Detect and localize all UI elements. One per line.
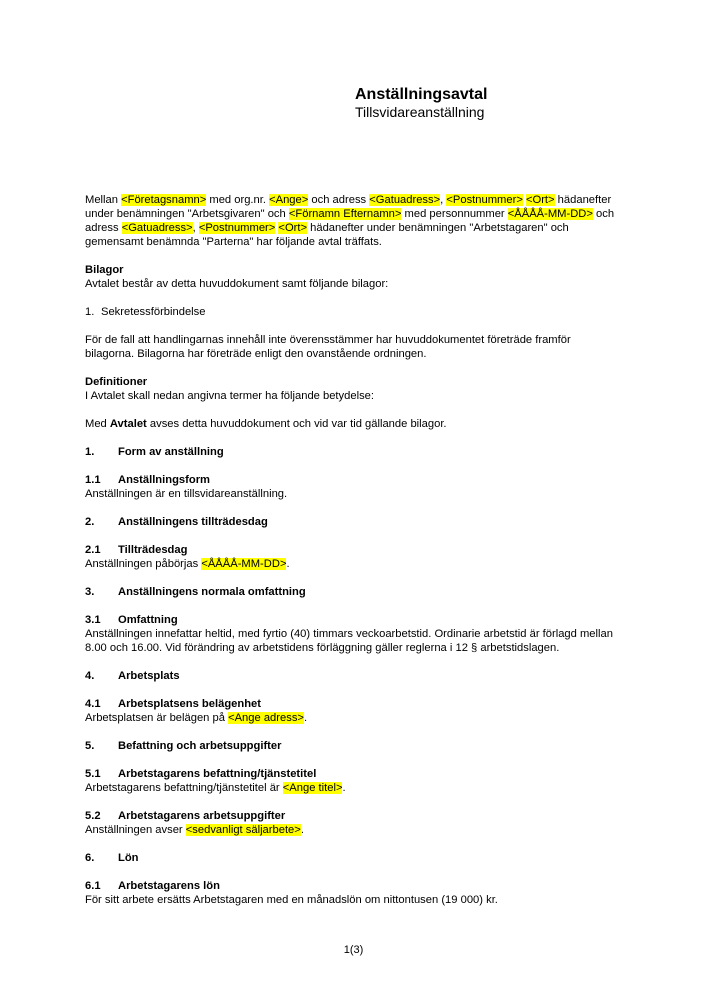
intro-paragraph xyxy=(85,193,615,249)
section-title: Befattning och arbetsuppgifter xyxy=(118,740,282,752)
placeholder-city-employer[interactable]: <Ort> xyxy=(525,194,555,206)
text: . xyxy=(342,782,346,794)
section-2-1-text xyxy=(85,557,615,571)
section-3-1-text: Anställningen innefattar heltid, med fyrtio (40) timmars veckoarbetstid. Ordinarie arbetstid är förlagd mellan 8.00 och 16.00. Vid förändring av arbetstidens förläggning gäller reglerna i 12 § arbetstidslagen. xyxy=(85,628,613,654)
document-subtitle: Tillsvidareanställning xyxy=(355,104,485,120)
section-5-1-heading xyxy=(85,767,615,781)
section-4-1-text xyxy=(85,711,615,725)
placeholder-zip-employer[interactable]: <Postnummer> xyxy=(446,194,523,206)
placeholder-company[interactable]: <Företagsnamn> xyxy=(121,194,207,206)
placeholder-start-date[interactable]: <ÅÅÅÅ-MM-DD> xyxy=(201,558,287,570)
section-6-1-text: För sitt arbete ersätts Arbetstagaren med en månadslön om nittontusen (19 000) kr. xyxy=(85,894,498,906)
section-title: Lön xyxy=(118,852,139,864)
section-2-heading xyxy=(85,515,615,529)
section-5-2-heading xyxy=(85,809,615,823)
document-body xyxy=(85,193,615,907)
section-6-1-heading xyxy=(85,879,615,893)
list-label: Sekretessförbindelse xyxy=(101,306,206,318)
section-3-heading xyxy=(85,585,615,599)
placeholder-city-employee[interactable]: <Ort> xyxy=(278,222,308,234)
placeholder-zip-employee[interactable]: <Postnummer> xyxy=(198,222,276,234)
section-number: 4. xyxy=(85,670,95,682)
text: avses detta huvuddokument och vid var tid gällande bilagor. xyxy=(146,418,447,430)
text: . xyxy=(303,712,308,724)
placeholder-job-duties[interactable]: <sedvanligt säljarbete> xyxy=(185,824,301,836)
section-number: 2. xyxy=(85,516,95,528)
section-5-heading xyxy=(85,739,615,753)
section-number: 3.1 xyxy=(85,614,101,626)
text: hädanefter under benämningen "Arbetsgivaren" och xyxy=(85,194,612,220)
section-number: 6. xyxy=(85,852,95,864)
section-4-1-heading xyxy=(85,697,615,711)
bilagor-heading: Bilagor xyxy=(85,264,124,276)
section-4-heading xyxy=(85,669,615,683)
section-number: 1. xyxy=(85,446,95,458)
text: , xyxy=(440,194,447,206)
section-title: Arbetsplats xyxy=(118,670,180,682)
bilagor-text: Avtalet består av detta huvuddokument samt följande bilagor: xyxy=(85,278,389,290)
section-3-1-heading xyxy=(85,613,615,627)
document-title: Anställningsavtal xyxy=(355,86,488,103)
section-5-1-text xyxy=(85,781,615,795)
placeholder-work-address[interactable]: <Ange adress> xyxy=(228,712,304,724)
section-5-2-text xyxy=(85,823,615,837)
section-title: Tillträdesdag xyxy=(118,544,188,556)
section-number: 5.1 xyxy=(85,768,101,780)
section-title: Arbetstagarens befattning/tjänstetitel xyxy=(118,768,317,780)
placeholder-personnummer[interactable]: <ÅÅÅÅ-MM-DD> xyxy=(507,208,593,220)
text: Mellan xyxy=(85,194,122,206)
section-title: Form av anställning xyxy=(118,446,224,458)
text: Arbetsplatsen är belägen på xyxy=(85,712,229,724)
section-title: Arbetsplatsens belägenhet xyxy=(118,698,261,710)
section-1-1-heading xyxy=(85,473,615,487)
section-2-1-heading xyxy=(85,543,615,557)
definitioner-heading: Definitioner xyxy=(85,376,148,388)
placeholder-job-title[interactable]: <Ange titel> xyxy=(282,782,343,794)
title-block xyxy=(355,86,487,121)
text: Anställningen avser xyxy=(85,824,186,836)
text: Med xyxy=(85,418,110,430)
section-number: 5. xyxy=(85,740,95,752)
section-number: 5.2 xyxy=(85,810,101,822)
placeholder-address-employer[interactable]: <Gatuadress> xyxy=(369,194,441,206)
placeholder-employee-name[interactable]: <Förnamn Efternamn> xyxy=(288,208,402,220)
section-1-1-text: Anställningen är en tillsvidareanställning. xyxy=(85,488,288,500)
text: . xyxy=(286,558,290,570)
section-number: 1.1 xyxy=(85,474,101,486)
bilagor-list-item xyxy=(85,305,615,319)
text: , xyxy=(192,222,199,234)
definitioner-text: I Avtalet skall nedan angivna termer ha följande betydelse: xyxy=(85,390,374,402)
text: med personnummer xyxy=(401,208,508,220)
section-6-heading xyxy=(85,851,615,865)
page-number: 1(3) xyxy=(343,944,364,956)
text: Arbetstagarens befattning/tjänstetitel är xyxy=(85,782,283,794)
text: och adress xyxy=(308,194,370,206)
placeholder-orgnr[interactable]: <Ange> xyxy=(269,194,309,206)
section-number: 3. xyxy=(85,586,95,598)
section-title: Anställningsform xyxy=(118,474,210,486)
precedence-text: För de fall att handlingarnas innehåll inte överensstämmer har huvuddokumentet företräde framför bilagorna. Bilagorna har företräde enligt den ovanstående ordningen. xyxy=(85,334,571,360)
section-number: 2.1 xyxy=(85,544,101,556)
section-number: 4.1 xyxy=(85,698,101,710)
list-number: 1. xyxy=(85,306,95,318)
section-title: Arbetstagarens lön xyxy=(118,880,220,892)
text: Anställningen påbörjas xyxy=(85,558,202,570)
section-number: 6.1 xyxy=(85,880,101,892)
text: med org.nr. xyxy=(206,194,270,206)
text: och adress xyxy=(85,208,615,234)
section-title: Anställningens tillträdesdag xyxy=(118,516,268,528)
section-title: Anställningens normala omfattning xyxy=(118,586,306,598)
placeholder-address-employee[interactable]: <Gatuadress> xyxy=(121,222,193,234)
defined-term: Avtalet xyxy=(109,418,147,430)
definition-avtalet xyxy=(85,417,615,431)
section-title: Arbetstagarens arbetsuppgifter xyxy=(118,810,286,822)
text: hädanefter under benämningen "Arbetstagaren" och gemensamt benämnda "Parterna" har följande avtal träffats. xyxy=(85,222,569,248)
section-1-heading xyxy=(85,445,615,459)
text: . xyxy=(300,824,304,836)
section-title: Omfattning xyxy=(118,614,178,626)
